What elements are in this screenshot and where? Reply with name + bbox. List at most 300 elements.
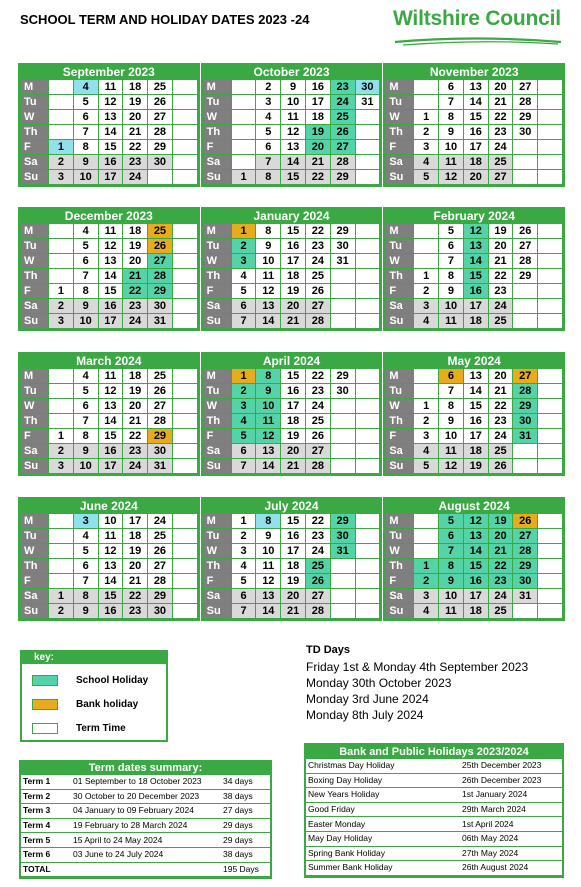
date-cell: 20 [463,170,488,185]
day-label: W [203,254,231,269]
week-day-row [21,529,198,544]
day-label: W [386,110,414,125]
date-cell [513,314,538,329]
date-cell [538,514,563,529]
key-item-bank-holiday [32,699,138,710]
date-cell [355,604,380,619]
date-cell: 8 [256,224,281,239]
date-cell: 19 [281,284,306,299]
date-cell: 5 [256,125,281,140]
date-cell [355,384,380,399]
date-cell: 4 [414,444,439,459]
day-label: F [21,284,49,299]
bank-holiday-date: 06th May 2024 [460,831,562,846]
date-cell [355,399,380,414]
day-label: F [21,140,49,155]
date-cell: 13 [256,444,281,459]
week-day-row [203,95,380,110]
date-cell: 16 [305,80,330,95]
date-cell: 24 [330,95,355,110]
date-cell: 2 [231,529,256,544]
day-label: Tu [21,529,49,544]
date-cell [231,125,256,140]
date-cell: 25 [148,529,173,544]
date-cell: 8 [73,429,98,444]
date-cell: 27 [330,140,355,155]
legend-key [20,650,168,742]
date-cell: 6 [231,444,256,459]
week-day-row [21,125,198,140]
date-cell [538,299,563,314]
date-cell [172,529,197,544]
date-cell: 2 [49,604,74,619]
date-cell: 11 [439,314,464,329]
date-cell: 21 [123,414,148,429]
month-july-2024 [201,497,383,621]
date-cell [355,544,380,559]
date-cell: 1 [414,110,439,125]
date-cell: 14 [256,459,281,474]
day-label: M [203,369,231,384]
week-day-row [21,444,198,459]
date-cell: 31 [355,95,380,110]
day-label: Tu [21,384,49,399]
date-cell: 21 [305,155,330,170]
date-cell: 26 [305,574,330,589]
date-cell: 24 [123,314,148,329]
month-grid [385,223,563,329]
week-day-row [386,95,563,110]
date-cell: 24 [305,399,330,414]
date-cell: 3 [231,399,256,414]
date-cell: 12 [256,429,281,444]
calendar-row-3 [18,352,565,476]
bank-holiday-row [306,773,562,788]
date-cell: 19 [281,429,306,444]
day-label: Sa [203,444,231,459]
date-cell: 23 [305,384,330,399]
week-day-row [386,589,563,604]
date-cell: 12 [439,459,464,474]
date-cell: 6 [439,529,464,544]
month-title: September 2023 [20,65,198,79]
date-cell: 1 [231,170,256,185]
date-cell [49,239,74,254]
week-day-row [386,284,563,299]
summary-range: 01 September to 18 October 2023 [71,775,221,789]
key-label: Bank holiday [76,699,139,710]
day-label: M [386,80,414,95]
date-cell [49,514,74,529]
date-cell: 23 [488,414,513,429]
calendar-row-2 [18,207,565,331]
date-cell: 21 [488,95,513,110]
date-cell [355,140,380,155]
date-cell: 3 [73,514,98,529]
month-november-2023 [383,63,565,187]
month-title: May 2024 [385,354,563,368]
date-cell [172,459,197,474]
date-cell: 3 [256,95,281,110]
date-cell: 30 [330,239,355,254]
bank-holiday-name: New Years Holiday [306,788,460,803]
week-day-row [21,284,198,299]
date-cell: 3 [414,299,439,314]
date-cell: 4 [73,80,98,95]
day-label: Tu [21,95,49,110]
date-cell: 9 [73,299,98,314]
date-cell [538,544,563,559]
day-label: F [203,284,231,299]
date-cell: 13 [463,80,488,95]
date-cell: 9 [281,80,306,95]
date-cell: 20 [281,444,306,459]
date-cell: 2 [256,80,281,95]
date-cell: 10 [439,140,464,155]
date-cell [538,529,563,544]
date-cell [538,399,563,414]
date-cell [513,155,538,170]
date-cell [172,269,197,284]
date-cell: 7 [73,414,98,429]
date-cell [538,429,563,444]
date-cell: 26 [148,239,173,254]
date-cell: 6 [439,80,464,95]
day-label: Su [386,604,414,619]
day-label: Tu [386,95,414,110]
bank-holiday-date: 29th March 2024 [460,802,562,817]
date-cell: 25 [488,314,513,329]
date-cell: 5 [439,224,464,239]
date-cell: 22 [123,140,148,155]
week-day-row [386,269,563,284]
month-title: February 2024 [385,209,563,223]
date-cell [330,589,355,604]
month-grid [385,368,563,474]
date-cell: 27 [513,239,538,254]
date-cell: 2 [231,239,256,254]
date-cell: 26 [513,224,538,239]
date-cell: 29 [513,399,538,414]
date-cell [538,170,563,185]
date-cell [172,170,197,185]
week-day-row [21,459,198,474]
date-cell: 22 [488,269,513,284]
date-cell [414,239,439,254]
summary-title: Term dates summary: [21,762,270,775]
day-label: Sa [386,299,414,314]
date-cell: 27 [513,529,538,544]
summary-term: Term 3 [21,804,71,819]
date-cell: 12 [98,239,123,254]
date-cell [355,314,380,329]
date-cell: 30 [355,80,380,95]
date-cell: 2 [49,155,74,170]
date-cell: 17 [463,589,488,604]
day-label: M [21,369,49,384]
date-cell: 13 [98,110,123,125]
date-cell: 3 [49,459,74,474]
bank-holiday-date: 26th December 2023 [460,773,562,788]
day-label: M [386,224,414,239]
date-cell: 16 [463,284,488,299]
date-cell: 19 [488,514,513,529]
week-day-row [203,514,380,529]
date-cell [330,574,355,589]
date-cell [538,574,563,589]
date-cell: 23 [305,529,330,544]
day-label: F [21,574,49,589]
date-cell [49,369,74,384]
date-cell [330,299,355,314]
date-cell: 11 [256,269,281,284]
day-label: F [386,429,414,444]
date-cell: 3 [231,544,256,559]
date-cell: 12 [98,384,123,399]
date-cell [330,284,355,299]
date-cell: 19 [488,224,513,239]
td-day-line: Friday 1st & Monday 4th September 2023 [306,660,529,674]
week-day-row [203,369,380,384]
date-cell: 15 [281,514,306,529]
date-cell: 10 [73,459,98,474]
date-cell: 10 [439,429,464,444]
summary-table [21,775,270,877]
bank-holiday-row [306,802,562,817]
date-cell: 1 [414,269,439,284]
date-cell: 15 [281,170,306,185]
date-cell: 9 [73,444,98,459]
month-title: July 2024 [203,499,381,513]
calendar-row-4 [18,497,565,621]
date-cell: 21 [488,384,513,399]
date-cell: 11 [439,604,464,619]
date-cell: 19 [123,384,148,399]
date-cell: 10 [256,399,281,414]
day-label: F [21,429,49,444]
date-cell: 20 [488,529,513,544]
date-cell: 10 [256,544,281,559]
date-cell: 2 [49,299,74,314]
date-cell: 29 [513,269,538,284]
month-title: June 2024 [20,499,198,513]
week-day-row [203,414,380,429]
date-cell: 30 [330,529,355,544]
date-cell: 27 [305,444,330,459]
date-cell [172,429,197,444]
date-cell [49,559,74,574]
date-cell: 11 [439,155,464,170]
date-cell: 29 [148,589,173,604]
date-cell: 3 [49,170,74,185]
summary-range: 03 June to 24 July 2024 [71,847,221,862]
bank-holiday-date: 25th December 2023 [460,759,562,773]
date-cell: 17 [281,254,306,269]
date-cell: 9 [439,284,464,299]
date-cell: 4 [414,155,439,170]
date-cell: 30 [513,414,538,429]
day-label: Su [203,459,231,474]
date-cell: 15 [463,110,488,125]
date-cell: 28 [148,125,173,140]
date-cell: 18 [281,559,306,574]
week-day-row [21,604,198,619]
date-cell: 14 [98,269,123,284]
date-cell: 6 [439,369,464,384]
date-cell: 22 [123,429,148,444]
date-cell: 4 [73,224,98,239]
date-cell: 23 [123,444,148,459]
date-cell: 14 [463,95,488,110]
summary-days: 38 days [221,847,270,862]
week-day-row [386,529,563,544]
day-label: Sa [386,444,414,459]
date-cell [414,544,439,559]
date-cell [414,95,439,110]
date-cell: 21 [488,254,513,269]
date-cell [172,155,197,170]
date-cell [49,254,74,269]
date-cell: 23 [488,284,513,299]
day-label: Sa [21,155,49,170]
week-day-row [203,589,380,604]
date-cell [355,429,380,444]
date-cell: 9 [256,239,281,254]
date-cell: 26 [148,384,173,399]
week-day-row [203,459,380,474]
date-cell: 11 [439,444,464,459]
date-cell: 22 [123,589,148,604]
date-cell [49,269,74,284]
bank-holidays-title: Bank and Public Holidays 2023/2024 [306,745,562,759]
date-cell: 18 [463,155,488,170]
week-day-row [386,384,563,399]
date-cell: 26 [330,125,355,140]
date-cell: 4 [231,559,256,574]
date-cell: 7 [73,269,98,284]
week-day-row [21,414,198,429]
day-label: Th [21,269,49,284]
day-label: Tu [386,384,414,399]
day-label: F [386,284,414,299]
date-cell: 8 [73,589,98,604]
date-cell [538,254,563,269]
date-cell: 18 [123,369,148,384]
date-cell [355,574,380,589]
date-cell: 18 [463,314,488,329]
week-day-row [203,155,380,170]
date-cell: 19 [463,459,488,474]
date-cell: 1 [414,399,439,414]
date-cell: 5 [73,384,98,399]
date-cell [330,314,355,329]
date-cell: 7 [439,384,464,399]
date-cell: 7 [73,574,98,589]
month-grid [203,513,381,619]
week-day-row [386,544,563,559]
day-label: W [203,544,231,559]
date-cell: 3 [49,314,74,329]
date-cell [355,444,380,459]
date-cell: 24 [488,429,513,444]
date-cell [330,604,355,619]
date-cell [414,224,439,239]
date-cell [538,459,563,474]
date-cell: 1 [49,429,74,444]
day-label: Tu [203,384,231,399]
date-cell: 8 [73,284,98,299]
date-cell [513,170,538,185]
day-label: Tu [203,95,231,110]
date-cell: 12 [98,544,123,559]
date-cell [49,574,74,589]
date-cell: 28 [330,155,355,170]
date-cell: 29 [148,140,173,155]
summary-range: 19 February to 28 March 2024 [71,818,221,833]
date-cell: 20 [281,299,306,314]
date-cell [330,459,355,474]
date-cell: 19 [281,574,306,589]
date-cell: 8 [73,140,98,155]
date-cell: 12 [98,95,123,110]
date-cell: 3 [414,140,439,155]
bank-holiday-date: 1st April 2024 [460,817,562,832]
date-cell: 25 [305,559,330,574]
date-cell: 9 [439,125,464,140]
date-cell [538,589,563,604]
date-cell [538,284,563,299]
date-cell: 1 [414,559,439,574]
summary-days: 29 days [221,818,270,833]
day-label: Th [203,269,231,284]
date-cell [355,239,380,254]
date-cell: 29 [330,224,355,239]
month-march-2024 [18,352,200,476]
week-day-row [386,155,563,170]
month-april-2024 [201,352,383,476]
date-cell [355,125,380,140]
date-cell: 20 [123,254,148,269]
date-cell: 14 [98,125,123,140]
summary-row [21,833,270,848]
date-cell: 24 [305,254,330,269]
summary-row [21,862,270,877]
date-cell [538,140,563,155]
date-cell: 10 [73,314,98,329]
date-cell [538,95,563,110]
key-title: key: [22,652,166,664]
date-cell: 4 [256,110,281,125]
bank-holiday-row [306,861,562,876]
day-label: M [21,80,49,95]
week-day-row [203,544,380,559]
date-cell [538,269,563,284]
date-cell: 22 [488,399,513,414]
week-day-row [21,574,198,589]
summary-row [21,818,270,833]
summary-row [21,847,270,862]
date-cell: 30 [148,604,173,619]
date-cell: 30 [513,574,538,589]
bank-holidays-table [306,759,562,876]
week-day-row [21,254,198,269]
date-cell [513,284,538,299]
week-day-row [386,444,563,459]
date-cell: 26 [148,95,173,110]
date-cell: 6 [231,589,256,604]
date-cell: 4 [414,604,439,619]
week-day-row [21,269,198,284]
